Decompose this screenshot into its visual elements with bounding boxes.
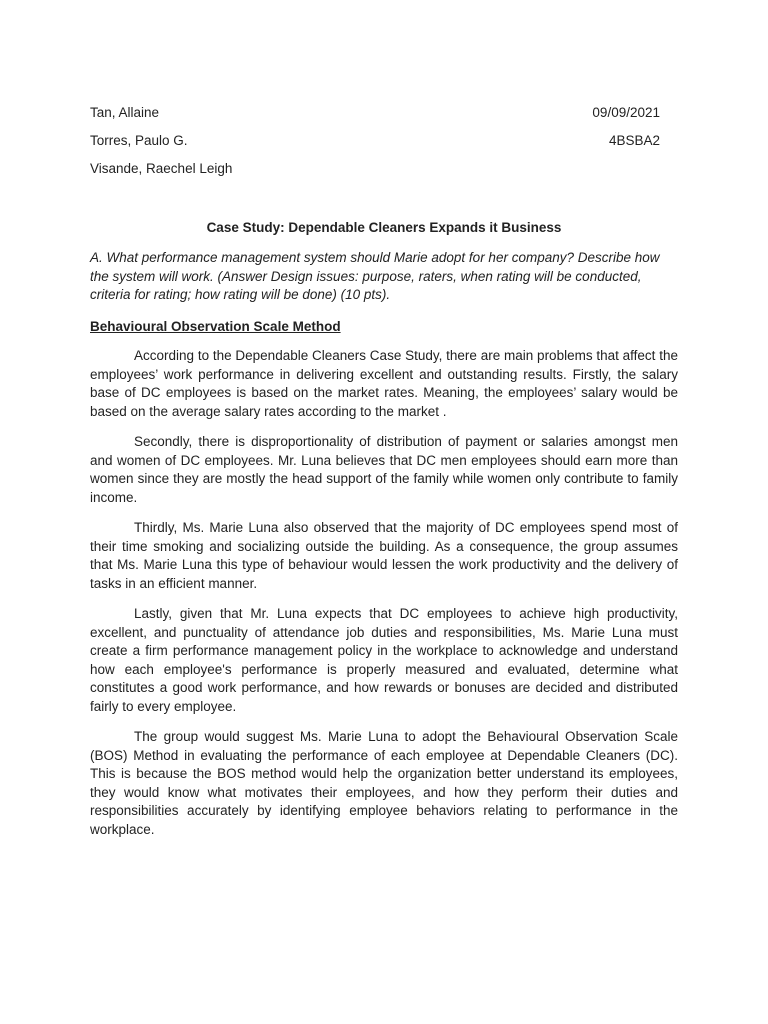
header-row-2 [90, 132, 660, 150]
author-name: Tan, Allaine [90, 105, 160, 120]
author-name: Torres, Paulo G. [90, 133, 188, 148]
header-row-1 [90, 104, 660, 122]
body-text [90, 347, 678, 851]
header-row-3 [90, 160, 660, 178]
paragraph: The group would suggest Ms. Marie Luna to adopt the Behavioural Observation Scale (BOS) Method in evaluating the performance of each employee at Dependable Cleaners (DC). This is because the BOS method would help the organization better understand its employees, they would know what motivates their employees, and how they perform their duties and responsibilities accurately by identifying employee behaviors relating to performance in the workplace. [90, 729, 678, 837]
section-code: 4BSBA2 [608, 133, 660, 148]
question-prompt: A. What performance management system should Marie adopt for her company? Describe how the system will work. (Answer Design issues: purpose, raters, when rating will be conducted, criteria for rating; how rating will be done) (10 pts). [90, 250, 660, 302]
section-heading: Behavioural Observation Scale Method [90, 319, 341, 334]
author-name: Visande, Raechel Leigh [90, 161, 233, 176]
paragraph: Secondly, there is disproportionality of distribution of payment or salaries amongst men and women of DC employees. Mr. Luna believes that DC men employees should earn more than women since they are mostly the head support of the family while women only contribute to family income. [90, 434, 678, 505]
paragraph: Thirdly, Ms. Marie Luna also observed that the majority of DC employees spend most of their time smoking and socializing outside the building. As a consequence, the group assumes that Ms. Marie Luna this type of behaviour would lessen the work productivity and the delivery of tasks in an efficient manner. [90, 520, 678, 591]
paragraph: According to the Dependable Cleaners Case Study, there are main problems that affect the employees’ work performance in delivering excellent and outstanding results. Firstly, the salary base of DC employees is based on the market rates. Meaning, the employees’ salary would be based on the average salary rates according to the market . [90, 348, 678, 419]
date: 09/09/2021 [592, 105, 660, 120]
document-title: Case Study: Dependable Cleaners Expands it Business [206, 220, 562, 235]
paragraph: Lastly, given that Mr. Luna expects that DC employees to achieve high productivity, excellent, and punctuality of attendance job duties and responsibilities, Ms. Marie Luna must create a firm performance management policy in the workplace to acknowledge and understand how each employee's performance is properly measured and evaluated, determine what constitutes a good work performance, and how rewards or bonuses are decided and distributed fairly to every employee. [90, 606, 678, 714]
